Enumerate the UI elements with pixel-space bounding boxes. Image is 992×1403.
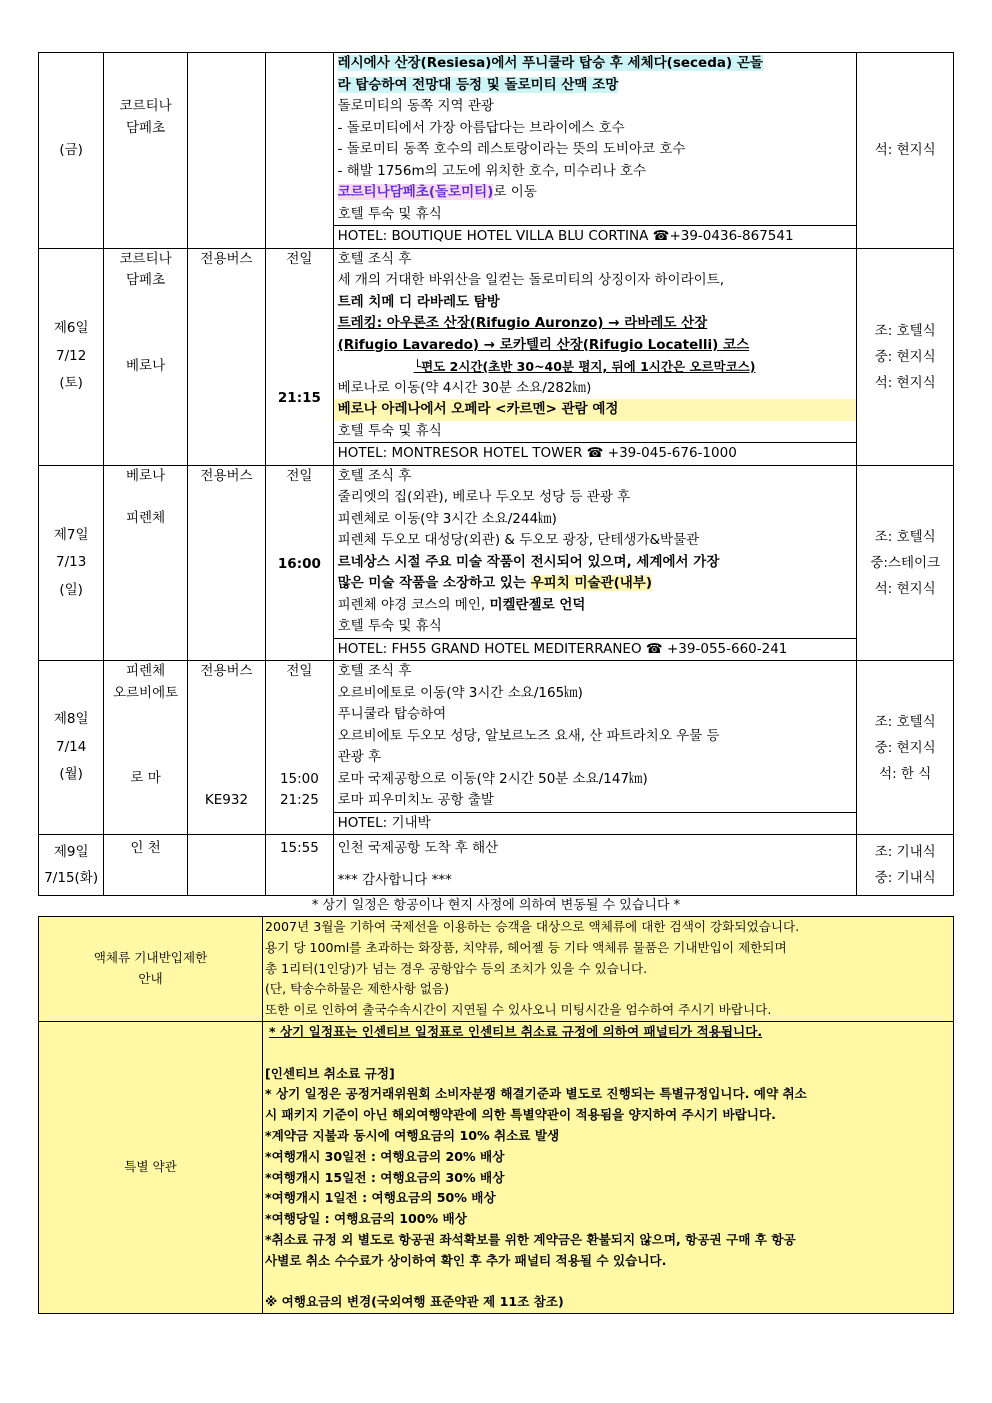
special-label: 특별 약관 xyxy=(124,1159,177,1175)
day-date: 7/14 xyxy=(56,738,87,755)
liquid-line: 또한 이로 인하여 출국수속시간이 지연될 수 있사오니 미팅시간을 엄수하여 주시기 바랍니다. xyxy=(265,1002,772,1018)
schedule-line: 피렌체 두오모 대성당(외관) & 두오모 광장, 단테생가&박물관 xyxy=(337,532,700,548)
day-cell xyxy=(39,835,104,896)
day-number: 제9일 xyxy=(53,844,89,860)
transport-cell xyxy=(187,248,265,465)
time-label: 15:55 xyxy=(279,840,319,856)
itinerary-row-day8 xyxy=(39,661,954,835)
day-cell xyxy=(39,661,104,835)
city-label: 로 마 xyxy=(130,770,161,786)
special-line: 시 패키지 기준이 아닌 해외여행약관에 의한 특별약관이 적용됨을 양지하여 주시기 바랍니다. xyxy=(265,1107,776,1123)
special-line: *취소료 규정 외 별도로 항공권 좌석확보를 위한 계약금은 환불되지 않으며, 항공권 구매 후 항공 xyxy=(265,1231,796,1247)
special-line: *여행개시 1일전 : 여행요금의 50% 배상 xyxy=(265,1190,496,1206)
schedule-line: - 해발 1756m의 고도에 위치한 호수, 미수리나 호수 xyxy=(337,162,646,179)
meal-label: 중: 현지식 xyxy=(874,348,936,365)
time-label: 21:15 xyxy=(277,390,321,406)
schedule-line: 호텔 투숙 및 휴식 xyxy=(337,422,442,439)
hotel-info: HOTEL: FH55 GRAND HOTEL MEDITERRANEO ☎ +39-055-660-241 xyxy=(334,638,857,661)
time-label: 16:00 xyxy=(277,556,321,572)
liquid-line: 용기 당 100ml를 초과하는 화장품, 치약류, 헤어젤 등 기타 액체류 물품은 기내반입이 제한되며 xyxy=(265,939,787,955)
time-label: 21:25 xyxy=(279,792,319,808)
city-label: 인 천 xyxy=(130,840,161,856)
schedule-line: 줄리엣의 집(외관), 베로나 두오모 성당 등 관광 후 xyxy=(337,489,631,505)
terms-table xyxy=(38,916,954,1314)
transport-label: 전용버스 xyxy=(200,467,253,484)
city-label: 코르티나 xyxy=(119,98,172,114)
special-terms-row xyxy=(39,1021,954,1313)
itinerary-row-day9 xyxy=(39,835,954,896)
time-label: 전일 xyxy=(286,663,313,679)
meal-label: 중:스테이크 xyxy=(870,554,941,571)
day-cell xyxy=(39,465,104,661)
schedule-line: 트레킹: 아우론조 산장(Rifugio Auronzo) → 라바레도 산장 xyxy=(337,315,708,331)
meal-label: 석: 현지식 xyxy=(874,141,936,158)
transport-cell xyxy=(187,661,265,835)
day-number: 제6일 xyxy=(53,320,89,337)
city-label: 베로나 xyxy=(126,467,166,484)
schedule-cell xyxy=(333,53,857,249)
day-label: (금) xyxy=(59,141,83,158)
schedule-highlight: 코르티나담페초(돌로미티) xyxy=(337,184,494,200)
schedule-line: └편도 2시간(초반 30~40분 평지, 뒤에 1시간은 오르막코스) xyxy=(413,359,756,374)
transport-cell xyxy=(187,465,265,661)
special-line: *여행개시 30일전 : 여행요금의 20% 배상 xyxy=(265,1148,505,1164)
schedule-line: 푸니쿨라 탑승하여 xyxy=(337,706,447,722)
meal-cell xyxy=(857,248,954,465)
schedule-line: 레시에사 산장(Resiesa)에서 푸니쿨라 탑승 후 세체다(seceda) 곤돌 xyxy=(337,55,763,71)
schedule-cell xyxy=(333,465,857,661)
schedule-line: - 돌로미티에서 가장 아름답다는 브라이에스 호수 xyxy=(337,119,625,136)
day-weekday: (월) xyxy=(59,766,83,783)
meal-label: 석: 현지식 xyxy=(874,374,936,391)
city-cell xyxy=(104,53,187,249)
schedule-line: 돌로미티의 동쪽 지역 관광 xyxy=(337,98,494,114)
liquid-label: 액체류 기내반입제한 xyxy=(93,950,208,966)
schedule-highlight: 베로나 아레나에서 오페라 <카르멘> 관람 예정 xyxy=(334,399,857,421)
day-cell xyxy=(39,53,104,249)
schedule-line: 호텔 조식 후 xyxy=(337,250,412,267)
schedule-line: 관광 후 xyxy=(337,749,381,765)
schedule-line: 르네상스 시절 주요 미술 작품이 전시되어 있으며, 세계에서 가장 xyxy=(337,553,720,570)
day-weekday: (토) xyxy=(59,375,83,392)
city-cell xyxy=(104,465,187,661)
time-cell xyxy=(266,53,333,249)
city-label: 담페초 xyxy=(126,272,166,288)
meal-label: 조: 호텔식 xyxy=(874,713,936,730)
time-label: 15:00 xyxy=(279,770,319,787)
transport-cell xyxy=(187,53,265,249)
time-cell xyxy=(266,661,333,835)
day-date: 7/13 xyxy=(56,554,87,570)
meal-label: 조: 호텔식 xyxy=(874,528,936,545)
transport-cell xyxy=(187,835,265,896)
day-number: 제7일 xyxy=(53,526,89,543)
schedule-line: 피렌체로 이동(약 3시간 소요/244㎞) xyxy=(337,510,557,527)
schedule-line: 로마 피우미치노 공항 출발 xyxy=(337,792,494,808)
meal-cell xyxy=(857,661,954,835)
schedule-line: 베로나로 이동(약 4시간 30분 소요/282㎞) xyxy=(337,379,592,396)
liquid-text-cell xyxy=(263,917,954,1022)
special-text-cell xyxy=(263,1021,954,1313)
liquid-restriction-row xyxy=(39,917,954,1022)
schedule-line: 로 이동 xyxy=(493,184,537,200)
city-label: 피렌체 xyxy=(126,510,166,526)
special-line: *여행당일 : 여행요금의 100% 배상 xyxy=(265,1211,467,1227)
special-line: *계약금 지불과 동시에 여행요금의 10% 취소료 발생 xyxy=(265,1127,560,1143)
schedule-line: 인천 국제공항 도착 후 해산 xyxy=(337,840,499,856)
itinerary-table xyxy=(38,52,954,896)
special-section-title: [인센티브 취소료 규정] xyxy=(265,1065,395,1081)
special-line: * 상기 일정은 공정거래위원회 소비자분쟁 해결기준과 별도로 진행되는 특별규정입니다. 예약 취소 xyxy=(265,1086,807,1102)
itinerary-row-fri xyxy=(39,53,954,249)
itinerary-page xyxy=(38,52,954,1314)
hotel-info: HOTEL: 기내박 xyxy=(334,812,857,835)
schedule-line: 호텔 투숙 및 휴식 xyxy=(337,618,442,634)
day-number: 제8일 xyxy=(53,711,89,728)
special-line: 사별로 취소 수수료가 상이하여 확인 후 추가 패널티 적용될 수 있습니다. xyxy=(265,1252,667,1268)
meal-cell xyxy=(857,53,954,249)
schedule-line: 세 개의 거대한 바위산을 일컫는 돌로미티의 상징이자 하이라이트, xyxy=(337,272,725,288)
liquid-line: 2007년 3월을 기하여 국제선을 이용하는 승객을 대상으로 액체류에 대한 검색이 강화되었습니다. xyxy=(265,919,800,934)
special-headline: * 상기 일정표는 인센티브 일정표로 인센티브 취소료 규정에 의하여 패널티가 적용됩니다. xyxy=(269,1023,763,1039)
transport-label: 전용버스 xyxy=(200,250,253,267)
meal-label: 조: 호텔식 xyxy=(874,322,936,339)
meal-label: 중: 현지식 xyxy=(874,739,936,756)
time-label: 전일 xyxy=(286,467,313,484)
schedule-line: (Rifugio Lavaredo) → 로카텔리 산장(Rifugio Locatelli) 코스 xyxy=(337,336,750,353)
liquid-line: (단, 탁송수하물은 제한사항 없음) xyxy=(265,981,449,997)
liquid-label: 안내 xyxy=(138,970,163,986)
schedule-line: 많은 미술 작품을 소장하고 있는 xyxy=(337,575,531,591)
schedule-cell xyxy=(333,661,857,835)
liquid-label-cell xyxy=(39,917,263,1022)
schedule-change-note: * 상기 일정은 항공이나 현지 사정에 의하여 변동될 수 있습니다 * xyxy=(311,898,681,913)
city-cell xyxy=(104,835,187,896)
meal-label: 조: 기내식 xyxy=(874,844,936,860)
special-line: *여행개시 15일전 : 여행요금의 30% 배상 xyxy=(265,1169,505,1185)
time-label: 전일 xyxy=(286,250,313,267)
hotel-info: HOTEL: BOUTIQUE HOTEL VILLA BLU CORTINA ☎+39-0436-867541 xyxy=(334,225,857,248)
time-cell xyxy=(266,465,333,661)
meal-label: 석: 한 식 xyxy=(879,765,932,782)
schedule-line: 호텔 조식 후 xyxy=(337,467,412,484)
flight-number: KE932 xyxy=(204,791,249,808)
city-label: 피렌체 xyxy=(126,663,166,679)
special-footer: ※ 여행요금의 변경(국외여행 표준약관 제 11조 참조) xyxy=(265,1294,564,1310)
day-date: 7/15(화) xyxy=(44,870,99,886)
schedule-line: 피렌체 야경 코스의 메인, xyxy=(337,596,490,613)
meal-cell xyxy=(857,465,954,661)
schedule-line: 호텔 투숙 및 휴식 xyxy=(337,205,442,222)
meal-cell xyxy=(857,835,954,896)
city-label: 오르비에토 xyxy=(112,684,179,701)
schedule-cell xyxy=(333,835,857,896)
schedule-cell xyxy=(333,248,857,465)
hotel-info: HOTEL: MONTRESOR HOTEL TOWER ☎ +39-045-676-1000 xyxy=(334,442,857,465)
schedule-highlight: 미켈란젤로 언덕 xyxy=(489,596,586,613)
day-cell xyxy=(39,248,104,465)
schedule-line: 오르비에토로 이동(약 3시간 소요/165㎞) xyxy=(337,684,583,701)
schedule-line: 오르비에토 두오모 성당, 알보르노즈 요새, 산 파트라치오 우물 등 xyxy=(337,727,720,744)
schedule-line: 라 탑승하여 전망대 등정 및 돌로미티 산맥 조망 xyxy=(337,76,619,93)
itinerary-row-day7 xyxy=(39,465,954,661)
city-cell xyxy=(104,248,187,465)
schedule-line: *** 감사합니다 *** xyxy=(337,871,452,888)
city-label: 담페초 xyxy=(126,119,166,136)
city-label: 코르티나 xyxy=(119,250,172,267)
schedule-line: - 돌로미티 동쪽 호수의 레스토랑이라는 뜻의 도비아코 호수 xyxy=(337,141,686,157)
transport-label: 전용버스 xyxy=(200,663,253,679)
time-cell xyxy=(266,835,333,896)
city-label: 베로나 xyxy=(126,357,166,374)
schedule-line: 호텔 조식 후 xyxy=(337,663,412,679)
itinerary-row-day6 xyxy=(39,248,954,465)
liquid-line: 총 1리터(1인당)가 넘는 경우 공항압수 등의 조치가 있을 수 있습니다. xyxy=(265,960,648,976)
day-weekday: (일) xyxy=(59,581,83,598)
schedule-highlight: 우피치 미술관(내부) xyxy=(530,575,652,591)
meal-label: 중: 기내식 xyxy=(874,870,936,886)
special-label-cell xyxy=(39,1021,263,1313)
schedule-line: 트레 치메 디 라바레도 탐방 xyxy=(337,293,500,310)
schedule-line: 로마 국제공항으로 이동(약 2시간 50분 소요/147㎞) xyxy=(337,770,648,787)
city-cell xyxy=(104,661,187,835)
day-date: 7/12 xyxy=(56,347,87,364)
meal-label: 석: 현지식 xyxy=(874,580,936,597)
time-cell xyxy=(266,248,333,465)
